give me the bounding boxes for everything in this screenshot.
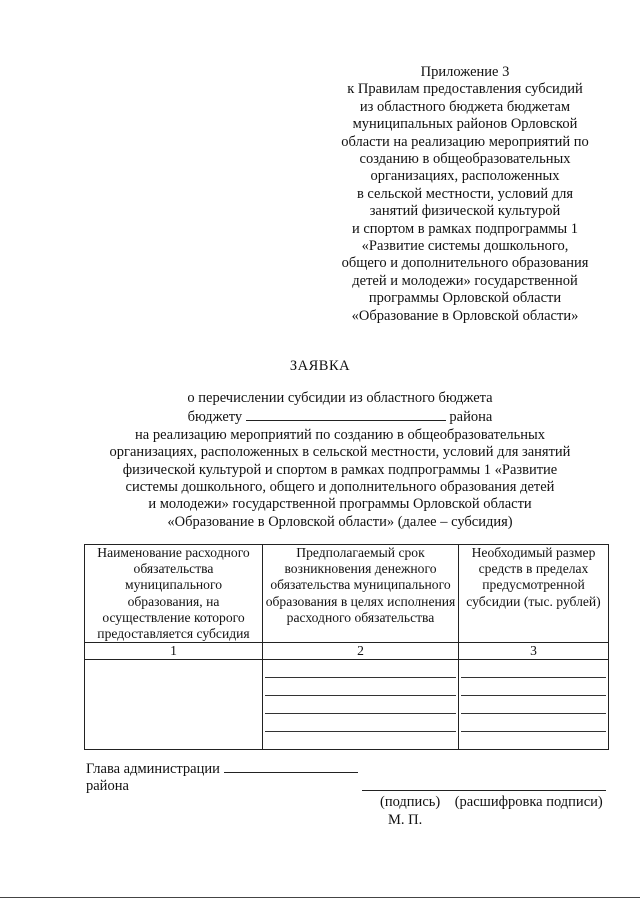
intro-line: на реализацию мероприятий по созданию в общеобразовательных (135, 426, 545, 443)
signature-caption: (подпись) (380, 794, 441, 810)
header-expense-obligation: Наименование расходного обязательства муниципального образования, на осуществление которого предоставляется субсидия (85, 545, 263, 643)
appendix-line: организациях, расположенных (370, 168, 560, 185)
request-intro (60, 390, 620, 531)
table-subrow[interactable] (461, 660, 606, 678)
table-subrow[interactable] (461, 732, 606, 749)
appendix-header (320, 64, 610, 325)
intro-line: физической культурой и спортом в рамках подпрограммы 1 «Развитие (122, 461, 558, 478)
head-blank[interactable] (224, 760, 358, 773)
document-title: ЗАЯВКА (289, 358, 351, 374)
head-label: Глава администрации (86, 761, 220, 777)
appendix-line: «Образование в Орловской области» (351, 307, 579, 324)
table-subrow[interactable] (461, 696, 606, 714)
appendix-line: программы Орловской области (368, 290, 562, 307)
budget-suffix: района (449, 409, 493, 426)
appendix-line: детей и молодежи» государственной (352, 272, 578, 289)
appendix-line: к Правилам предоставления субсидий (347, 81, 583, 98)
table-row (85, 660, 609, 750)
appendix-line: Приложение 3 (420, 64, 510, 80)
column-number: 3 (459, 643, 609, 660)
appendix-line: и спортом в рамках подпрограммы 1 (351, 220, 579, 237)
expense-obligation-cell[interactable] (85, 660, 263, 750)
appendix-line: области на реализацию мероприятий по (341, 133, 589, 150)
table-subrow[interactable] (265, 696, 456, 714)
appendix-line: созданию в общеобразовательных (359, 151, 571, 168)
obligation-term-cell[interactable] (263, 660, 459, 750)
table-subrow[interactable] (265, 660, 456, 678)
table-number-row (85, 643, 609, 660)
column-number: 1 (85, 643, 263, 660)
table-header-row (85, 545, 609, 643)
seal-mark: М. П. (388, 812, 423, 828)
request-table (84, 544, 609, 750)
intro-line: о перечислении субсидии из областного бюджета (187, 390, 493, 406)
intro-line: и молодежи» государственной программы Орловской области (148, 496, 532, 513)
appendix-line: в сельской местности, условий для (356, 185, 574, 202)
table-subrow[interactable] (265, 714, 456, 732)
appendix-line: занятий физической культурой (369, 203, 561, 220)
appendix-line: общего и дополнительного образования (341, 255, 589, 272)
appendix-line: муниципальных районов Орловской (352, 116, 578, 133)
header-required-amount: Необходимый размер средств в пределах предусмотренной субсидии (тыс. рублей) (459, 545, 609, 643)
head-line (86, 760, 606, 778)
signature-block (86, 760, 606, 828)
transcript-caption: (расшифровка подписи) (454, 794, 603, 810)
table-subrow[interactable] (265, 678, 456, 696)
budget-prefix: бюджету (187, 409, 243, 426)
column-number: 2 (263, 643, 459, 660)
intro-line: организациях, расположенных в сельской местности, условий для занятий (109, 444, 571, 461)
table-subrow[interactable] (265, 732, 456, 749)
signature-line[interactable] (362, 790, 606, 791)
header-obligation-term: Предполагаемый срок возникновения денежного обязательства муниципального образования в целях исполнения расходного обязательства (263, 545, 459, 643)
table-subrow[interactable] (461, 714, 606, 732)
district-name-blank[interactable] (246, 407, 446, 421)
page-edge-line (0, 897, 640, 898)
appendix-line: из областного бюджета бюджетам (359, 98, 571, 115)
district-label: района (86, 778, 129, 795)
intro-line: «Образование в Орловской области» (далее – субсидия) (167, 513, 513, 530)
appendix-line: «Развитие системы дошкольного, (361, 238, 569, 255)
table-subrow[interactable] (461, 678, 606, 696)
signature-captions (380, 794, 603, 811)
intro-budget-line (60, 407, 620, 426)
required-amount-cell[interactable] (459, 660, 609, 750)
intro-line: системы дошкольного, общего и дополнительного образования детей (125, 479, 555, 496)
